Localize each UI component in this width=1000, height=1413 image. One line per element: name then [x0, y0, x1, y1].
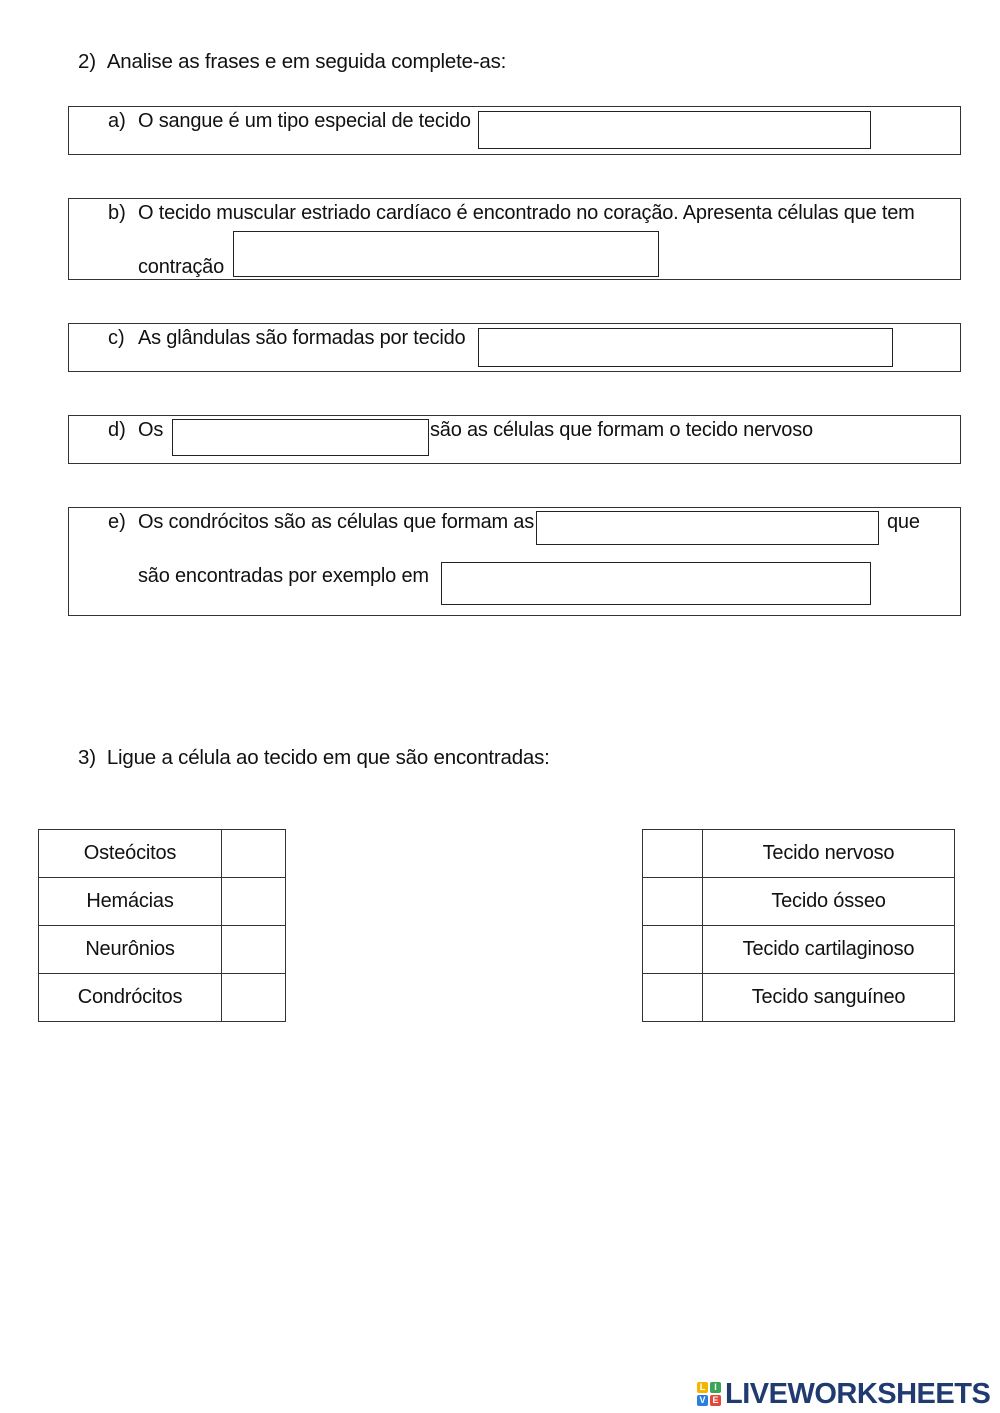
tissue-connector-2[interactable]	[643, 878, 703, 926]
tissue-label-1: Tecido nervoso	[703, 830, 955, 878]
logo-mark-e: E	[710, 1395, 721, 1406]
tissue-label-3: Tecido cartilaginoso	[703, 926, 955, 974]
item-e-text-tail: que	[887, 511, 920, 533]
answer-d-input[interactable]	[172, 419, 429, 456]
item-b-letter: b)	[108, 202, 126, 224]
question-2-text: Analise as frases e em seguida complete-as:	[106, 50, 507, 73]
table-row	[643, 974, 955, 1022]
question-3-title	[78, 746, 550, 770]
item-a-letter: a)	[108, 110, 126, 132]
cells-table	[38, 829, 286, 1022]
item-b-text-line2: contração	[138, 256, 225, 278]
cell-label-3: Neurônios	[39, 926, 222, 974]
cell-connector-3[interactable]	[222, 926, 286, 974]
table-row	[643, 830, 955, 878]
table-row	[39, 974, 286, 1022]
table-row	[643, 878, 955, 926]
question-2-number: 2)	[78, 50, 96, 73]
tissues-table	[642, 829, 955, 1022]
question-2-title	[78, 50, 506, 74]
item-d-text-before: Os	[138, 419, 164, 441]
item-a-text: O sangue é um tipo especial de tecido	[138, 110, 471, 132]
cell-label-1: Osteócitos	[39, 830, 222, 878]
answer-e2-input[interactable]	[441, 562, 871, 605]
tissue-connector-1[interactable]	[643, 830, 703, 878]
answer-b-input[interactable]	[233, 231, 659, 277]
cell-connector-4[interactable]	[222, 974, 286, 1022]
logo-mark-v: V	[697, 1395, 708, 1406]
item-c-text: As glândulas são formadas por tecido	[138, 327, 466, 349]
tissue-label-2: Tecido ósseo	[703, 878, 955, 926]
table-row	[39, 830, 286, 878]
question-3-text: Ligue a célula ao tecido em que são encontradas:	[106, 746, 550, 769]
answer-c-input[interactable]	[478, 328, 893, 367]
cell-label-4: Condrócitos	[39, 974, 222, 1022]
answer-a-input[interactable]	[478, 111, 871, 149]
cell-connector-1[interactable]	[222, 830, 286, 878]
logo-mark-l: L	[697, 1382, 708, 1393]
logo-mark-i: I	[710, 1382, 721, 1393]
liveworksheets-logo	[697, 1379, 990, 1409]
tissue-connector-4[interactable]	[643, 974, 703, 1022]
item-e-letter: e)	[108, 511, 126, 533]
item-e-text-line1: Os condrócitos são as células que formam as	[138, 511, 535, 533]
item-b-text-line1: O tecido muscular estriado cardíaco é encontrado no coração. Apresenta células que tem	[138, 202, 915, 224]
item-d-letter: d)	[108, 419, 126, 441]
table-row	[39, 926, 286, 974]
question-3-number: 3)	[78, 746, 96, 769]
item-c-letter: c)	[108, 327, 125, 349]
item-e-text-line2: são encontradas por exemplo em	[138, 565, 429, 587]
table-row	[643, 926, 955, 974]
answer-e1-input[interactable]	[536, 511, 879, 545]
tissue-label-4: Tecido sanguíneo	[703, 974, 955, 1022]
tissue-connector-3[interactable]	[643, 926, 703, 974]
table-row	[39, 878, 286, 926]
logo-mark-icon	[697, 1382, 721, 1406]
cell-label-2: Hemácias	[39, 878, 222, 926]
logo-text: LIVEWORKSHEETS	[725, 1377, 991, 1410]
item-d-text-after: são as células que formam o tecido nervoso	[430, 419, 813, 441]
cell-connector-2[interactable]	[222, 878, 286, 926]
